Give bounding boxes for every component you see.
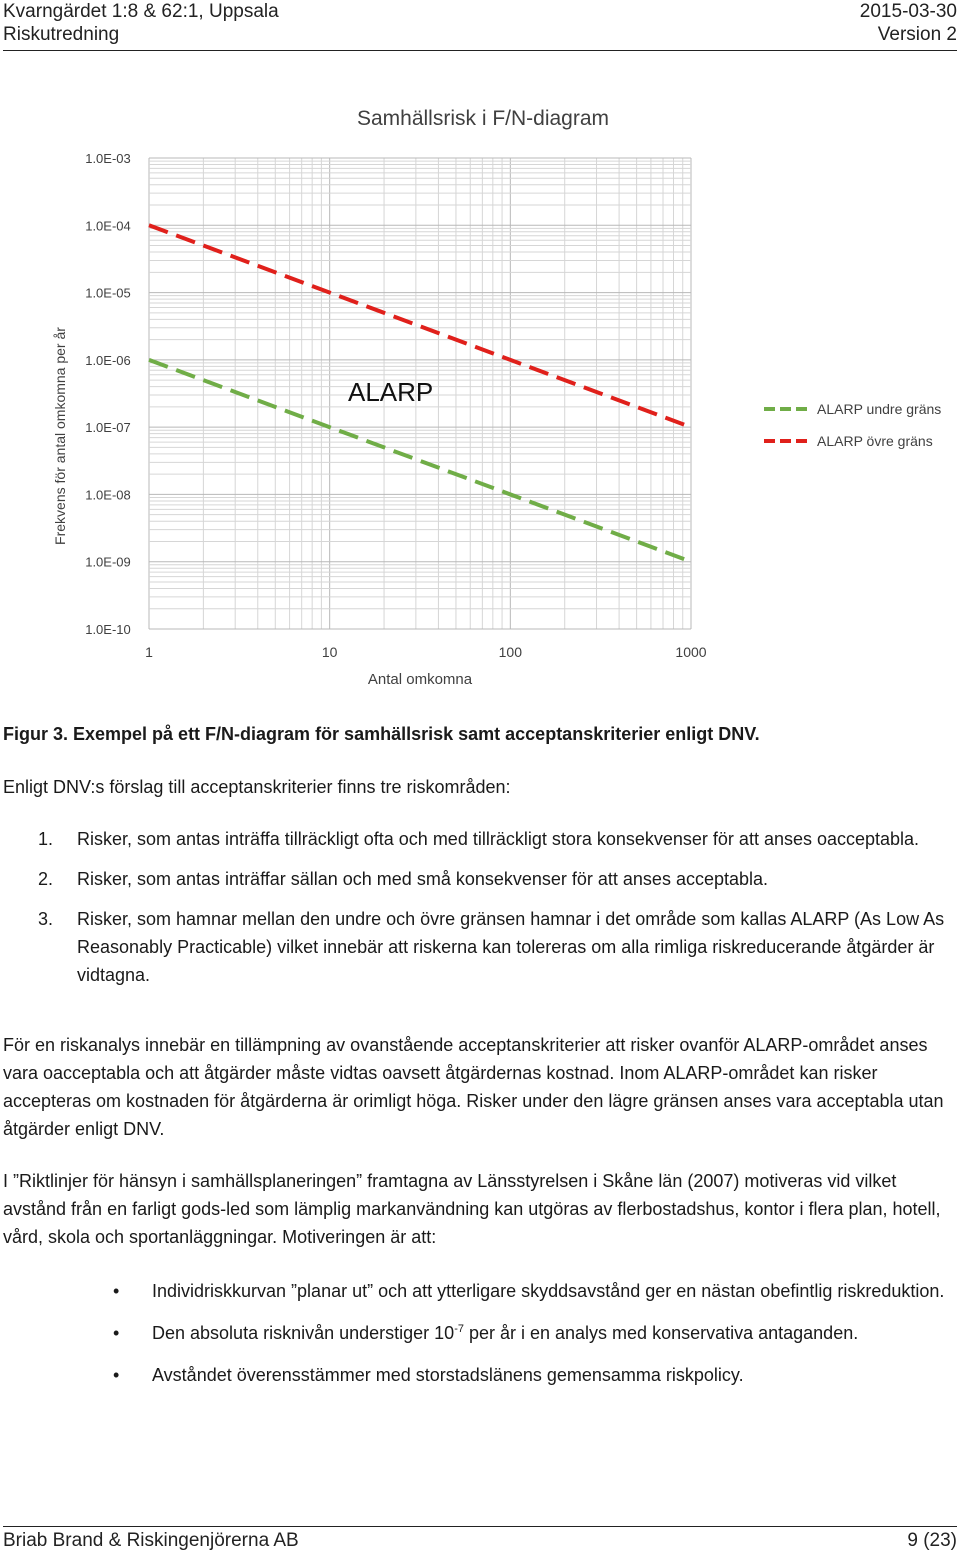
- list-item-text-after: per år i en analys med konservativa antaganden.: [463, 1323, 859, 1343]
- y-tick-label: 1.0E-07: [85, 420, 131, 436]
- y-tick-label: 1.0E-03: [85, 151, 131, 166]
- list-item: [0, 1361, 958, 1389]
- list-item-text: Risker, som hamnar mellan den undre och övre gränsen hamnar i det område som kallas ALARP (As Low As Reasonably Practicable) vilket innebär att riskerna kan tolereras om alla rimliga riskreducerande åtgärder är vidtagna.: [77, 909, 945, 985]
- alarp-annotation: ALARP: [348, 377, 434, 407]
- chart-y-axis-label: Frekvens för antal omkomna per år: [52, 327, 68, 545]
- list-item-text-before: Den absoluta risknivån understiger 10: [152, 1323, 455, 1343]
- header-date: 2015-03-30: [859, 1, 957, 22]
- exponent: -7: [454, 1323, 464, 1335]
- intro-paragraph: Enligt DNV:s förslag till acceptanskriterier finns tre riskområden:: [3, 777, 511, 797]
- list-item: [0, 1319, 958, 1347]
- list-item: [0, 905, 958, 989]
- footer-page-number: 9 (23): [907, 1530, 957, 1551]
- x-tick-label: 1000: [675, 644, 707, 660]
- page-footer: [3, 1526, 957, 1551]
- y-tick-label: 1.0E-05: [85, 285, 131, 301]
- legend-entry: ALARP övre gräns: [817, 433, 933, 449]
- chart-title: Samhällsrisk i F/N-diagram: [356, 107, 610, 130]
- y-tick-label: 1.0E-06: [85, 352, 131, 368]
- list-item-text: Individriskkurvan ”planar ut” och att ytterligare skyddsavstånd ger en nästan obefintlig riskreduktion.: [152, 1281, 945, 1301]
- x-tick-label: 1: [145, 644, 153, 660]
- list-item-text: Avståndet överensstämmer med storstadslänens gemensamma riskpolicy.: [152, 1365, 744, 1385]
- y-tick-label: 1.0E-04: [85, 218, 131, 234]
- risk-areas-list: [0, 825, 958, 989]
- header-left: [3, 0, 279, 46]
- y-tick-label: 1.0E-08: [85, 487, 131, 503]
- list-item: [0, 1277, 958, 1305]
- page-header: [3, 0, 957, 51]
- list-number: 2.: [38, 869, 54, 889]
- bullet-icon: •: [113, 1281, 120, 1301]
- bullet-icon: •: [113, 1365, 120, 1385]
- paragraph-guidelines: I ”Riktlinjer för hänsyn i samhällsplaneringen” framtagna av Länsstyrelsen i Skåne län (2007) motiveras vid vilket avstånd från en farligt gods-led som lämplig markanvändning kan utgöras av flerbostadshus, kontor i flera plan, hotell, vård, skola och sportanläggningar. Motiveringen är att:: [3, 1171, 941, 1247]
- y-tick-label: 1.0E-10: [85, 622, 131, 637]
- list-number: 1.: [38, 829, 54, 849]
- list-item: [0, 825, 958, 853]
- list-item-text: Risker, som antas inträffa tillräckligt ofta och med tillräckligt stora konsekvenser för att anses oacceptabla.: [77, 829, 920, 849]
- figure-caption: Figur 3. Exempel på ett F/N-diagram för samhällsrisk samt acceptanskriterier enligt DNV.: [3, 724, 760, 744]
- motivation-list: [0, 1277, 958, 1389]
- list-item: [0, 865, 958, 893]
- paragraph-alarp: För en riskanalys innebär en tillämpning av ovanstående acceptanskriterier att risker ovanför ALARP-området anses vara oacceptabla och att åtgärder måste vidtas oavsett åtgärdernas kostnad. Inom ALARP-området kan risker accepteras om kostnaden för åtgärderna är orimligt höga. Risker under den lägre gränsen anses vara acceptabla utan åtgärder enligt DNV.: [3, 1035, 944, 1139]
- list-item-text: Risker, som antas inträffar sällan och med små konsekvenser för att anses acceptabla.: [77, 869, 769, 889]
- fn-diagram-chart: [0, 88, 960, 698]
- header-doc-type: Riskutredning: [3, 24, 120, 45]
- chart-legend: [764, 401, 941, 449]
- header-version: Version 2: [877, 24, 957, 45]
- legend-entry: ALARP undre gräns: [817, 401, 942, 417]
- x-tick-label: 100: [498, 644, 523, 660]
- x-tick-label: 10: [321, 644, 338, 660]
- chart-x-axis-label: Antal omkomna: [367, 671, 473, 688]
- list-number: 3.: [38, 909, 54, 929]
- bullet-icon: •: [113, 1323, 120, 1343]
- header-right: [860, 0, 957, 46]
- y-tick-label: 1.0E-09: [85, 554, 131, 570]
- header-project: Kvarngärdet 1:8 & 62:1, Uppsala: [3, 1, 279, 22]
- footer-company: Briab Brand & Riskingenjörerna AB: [3, 1530, 299, 1551]
